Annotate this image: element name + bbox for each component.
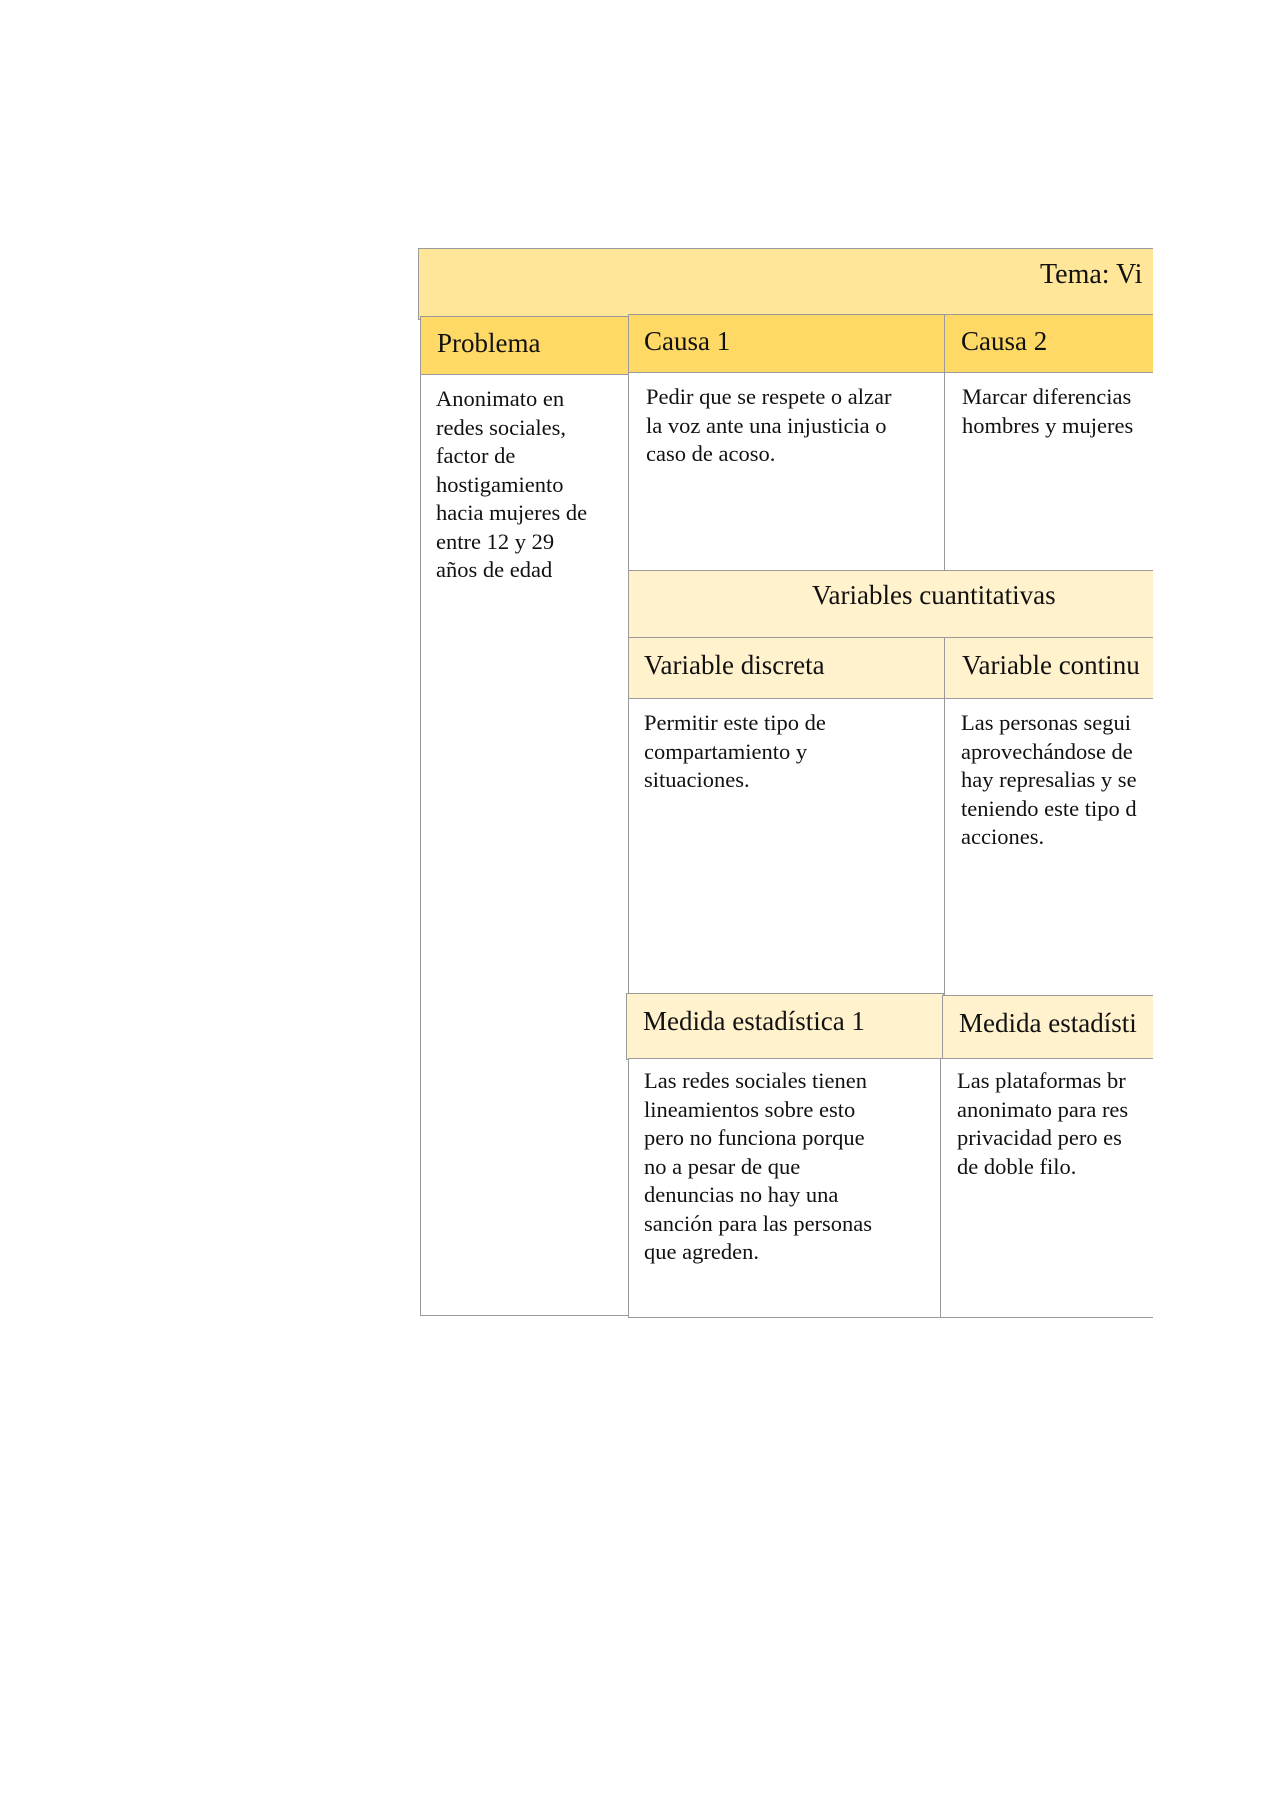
continuous-variable-header [944, 637, 1153, 700]
problem-line: Anonimato en [436, 386, 565, 411]
measure-1-text [644, 1067, 872, 1267]
cause-1-text [646, 383, 892, 469]
cause-2-header [944, 314, 1153, 374]
measure-2-line: Las plataformas br [957, 1068, 1126, 1093]
continuous-variable-header-label: Variable continu [962, 650, 1140, 680]
continuous-variable-line: hay represalias y se [961, 767, 1137, 792]
discrete-variable-text [644, 709, 826, 795]
measure-1-line: denuncias no hay una [644, 1182, 839, 1207]
measure-2-line: privacidad pero es [957, 1125, 1122, 1150]
measure-1-line: pero no funciona porque [644, 1125, 865, 1150]
measure-1-line: no a pesar de que [644, 1153, 801, 1179]
continuous-variable-text [961, 709, 1137, 852]
cause-1-line: la voz ante una injusticia o [646, 412, 887, 438]
discrete-variable-header-label: Variable discreta [644, 650, 825, 680]
measure-1-line: Las redes sociales tienen [644, 1068, 868, 1093]
topic-banner [418, 248, 1153, 320]
problem-header-label: Problema [437, 328, 541, 358]
continuous-variable-line: aprovechándose de [961, 738, 1133, 764]
discrete-variable-cell [628, 698, 946, 996]
cause-2-text [962, 383, 1133, 440]
measure-1-line: lineamientos sobre esto [644, 1096, 856, 1122]
continuous-variable-line: teniendo este tipo d [961, 795, 1137, 821]
problem-line: hostigamiento [436, 471, 564, 497]
continuous-variable-line: acciones. [961, 824, 1045, 849]
problem-line: años de edad [436, 557, 553, 582]
problem-line: redes sociales, [436, 414, 566, 440]
problem-line: factor de [436, 443, 516, 468]
topic-title: Tema: Vi [1040, 259, 1143, 290]
discrete-variable-line: situaciones. [644, 767, 750, 792]
problem-header [420, 316, 632, 376]
continuous-variable-cell [944, 698, 1153, 996]
measure-1-header [626, 993, 944, 1060]
continuous-variable-line: Las personas segui [961, 710, 1131, 735]
quantitative-banner [628, 570, 1153, 640]
measure-2-text [957, 1067, 1128, 1181]
cause-2-line: hombres y mujeres [962, 412, 1134, 438]
measure-1-header-label: Medida estadística 1 [643, 1006, 865, 1036]
cause-1-header-label: Causa 1 [644, 326, 731, 356]
measure-1-line: sanción para las personas [644, 1210, 873, 1236]
discrete-variable-header [628, 637, 946, 700]
quantitative-banner-label: Variables cuantitativas [812, 580, 1056, 610]
problem-text [436, 385, 587, 585]
measure-2-line: anonimato para res [957, 1096, 1129, 1122]
cause-2-cell [944, 372, 1153, 572]
measure-2-line: de doble filo. [957, 1153, 1077, 1179]
discrete-variable-line: compartamiento y [644, 738, 808, 764]
cause-2-line: Marcar diferencias [962, 384, 1132, 409]
discrete-variable-line: Permitir este tipo de [644, 710, 826, 735]
measure-2-header [942, 995, 1153, 1060]
measure-2-header-label: Medida estadísti [959, 1008, 1137, 1038]
measure-1-line: que agreden. [644, 1239, 759, 1264]
problem-cell [420, 374, 632, 1316]
cause-1-line: Pedir que se respete o alzar [646, 384, 892, 409]
cause-1-line: caso de acoso. [646, 441, 776, 466]
measure-2-cell [940, 1058, 1153, 1318]
measure-1-cell [628, 1058, 942, 1318]
cause-1-cell [628, 372, 946, 572]
cause-1-header [628, 314, 946, 374]
cause-2-header-label: Causa 2 [961, 326, 1048, 356]
problem-line: entre 12 y 29 [436, 528, 555, 554]
problem-line: hacia mujeres de [436, 500, 588, 525]
